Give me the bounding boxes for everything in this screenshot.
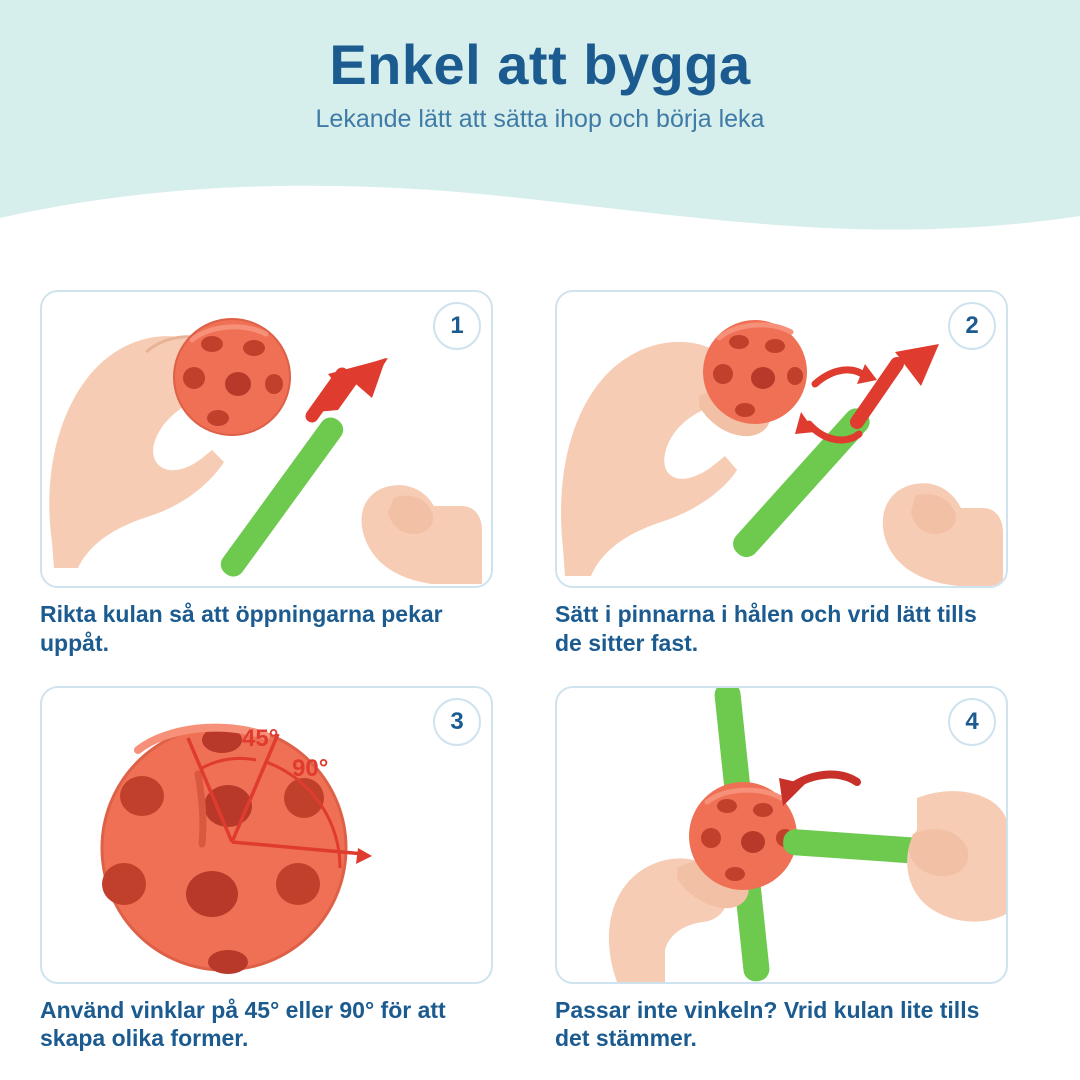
illustration-angles-on-ball <box>42 688 491 982</box>
illustration-hands-ball-stick <box>42 292 491 586</box>
angle-label-90: 90° <box>292 754 329 782</box>
red-arrow-icon <box>312 358 388 416</box>
red-rotate-arrow-icon <box>779 774 857 805</box>
step-badge-1: 1 <box>433 302 481 350</box>
step-card-3 <box>40 686 493 1054</box>
step-card-2 <box>555 290 1008 658</box>
step-caption-3: Använd vinklar på 45° eller 90° för att skapa olika former. <box>40 996 446 1052</box>
step-badge-2: 2 <box>948 302 996 350</box>
angle-label-45: 45° <box>242 724 279 752</box>
green-stick-shape <box>216 413 347 581</box>
orange-ball-shape <box>703 320 807 424</box>
wave-divider <box>0 172 1080 262</box>
step-badge-3: 3 <box>433 698 481 746</box>
step-card-4 <box>555 686 1008 1054</box>
illustration-insert-stick <box>557 292 1006 586</box>
right-hand-shape <box>907 791 1006 921</box>
step-image-3 <box>40 686 493 984</box>
step-caption-1: Rikta kulan så att öppningarna pekar uppåt. <box>40 601 443 656</box>
step-image-1 <box>40 290 493 588</box>
page-title: Enkel att bygga <box>329 33 751 96</box>
step-image-4 <box>555 686 1008 984</box>
red-arrow-icon <box>857 344 939 422</box>
right-hand-shape <box>883 483 1003 586</box>
step-card-1 <box>40 290 493 658</box>
steps-grid <box>0 290 1080 1053</box>
page-subtitle: Lekande lätt att sätta ihop och börja leka <box>315 105 765 133</box>
header-text-group <box>0 0 1080 137</box>
header-banner <box>0 0 1080 262</box>
step-caption-2: Sätt i pinnarna i hålen och vrid lätt tills de sitter fast. <box>555 601 977 656</box>
right-hand-shape <box>362 485 482 584</box>
step-image-2 <box>555 290 1008 588</box>
illustration-rotate-ball <box>557 688 1006 982</box>
step-caption-4: Passar inte vinkeln? Vrid kulan lite tills det stämmer. <box>555 996 980 1052</box>
orange-ball-shape <box>689 782 797 890</box>
step-badge-4: 4 <box>948 698 996 746</box>
dashed-decoration-icon <box>714 228 1044 246</box>
orange-ball-shape <box>174 319 290 435</box>
